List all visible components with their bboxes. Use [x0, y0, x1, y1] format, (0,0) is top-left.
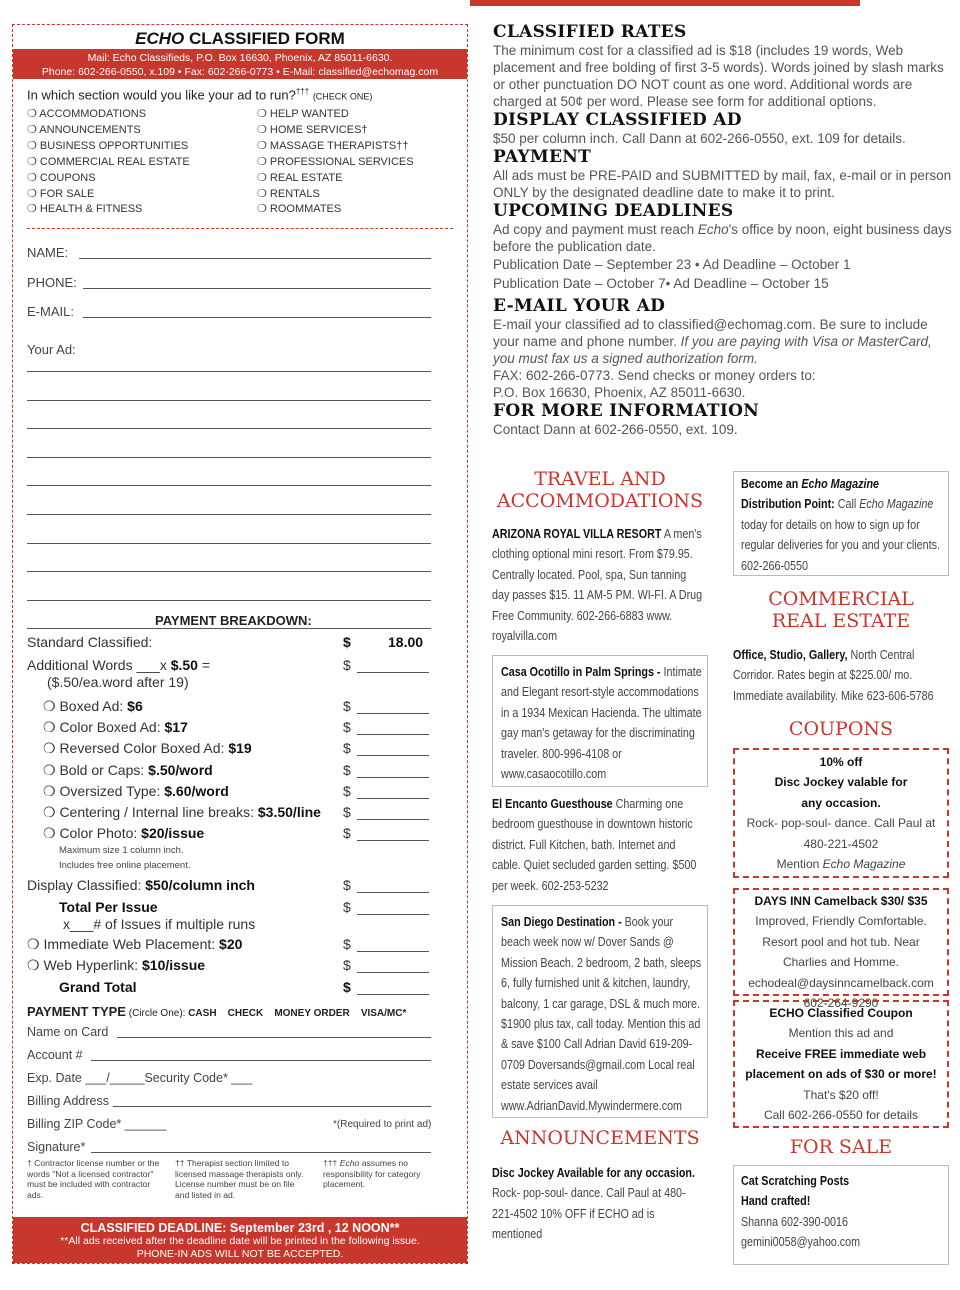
- dollar-sign: $: [343, 957, 351, 973]
- account-field[interactable]: [91, 1060, 431, 1061]
- name-label: NAME:: [27, 245, 69, 260]
- footnote-contractor: † Contractor license number or the words "Not a licensed contractor" must be included with contractor ads.: [27, 1158, 160, 1200]
- phone-in-note: PHONE-IN ADS WILL NOT BE ACCEPTED.: [136, 1248, 344, 1260]
- fax-text: FAX: 602-266-0773. Send checks or money orders to:: [493, 368, 816, 383]
- deadline-date-2: Publication Date – October 7• Ad Deadline – October 15: [493, 276, 829, 291]
- deadline-note: **All ads received after the deadline date will be printed in the following issue.: [60, 1235, 420, 1247]
- contact-phone: Phone: 602-266-0550, x.109 • Fax: 602-266-0773 • E-Mail: classified@echomag.com: [41, 66, 439, 78]
- deadline-text: CLASSIFIED DEADLINE: September 23rd , 12 NOON**: [80, 1221, 400, 1235]
- section-option[interactable]: ❍ REAL ESTATE: [257, 171, 343, 184]
- section-option[interactable]: ❍ HEALTH & FITNESS: [27, 203, 143, 216]
- form-contact-bar: [13, 49, 467, 79]
- dollar-sign: $: [343, 804, 351, 820]
- amount-field[interactable]: [357, 914, 429, 915]
- email-heading: E-MAIL YOUR AD: [493, 296, 666, 316]
- dollar-sign: $: [343, 740, 351, 757]
- dollar-sign: $: [343, 936, 351, 952]
- signature-field[interactable]: [91, 1152, 431, 1153]
- dollar-sign: $: [343, 657, 351, 673]
- divider: [27, 228, 453, 229]
- ad-option[interactable]: ❍ Centering / Internal line breaks: $3.50/line: [43, 804, 321, 820]
- section-options-right: [257, 107, 414, 218]
- header-band: [470, 0, 860, 6]
- ad-option[interactable]: ❍ Reversed Color Boxed Ad: $19: [43, 740, 252, 757]
- section-option[interactable]: ❍ ACCOMMODATIONS: [27, 108, 147, 120]
- name-on-card-label: Name on Card: [27, 1025, 109, 1039]
- for-sale-heading: FOR SALE: [789, 1136, 893, 1158]
- ad-text-line[interactable]: [27, 571, 431, 572]
- billing-zip[interactable]: Billing ZIP Code* ______: [27, 1117, 167, 1131]
- amount-field[interactable]: [357, 972, 429, 973]
- announcements-heading: ANNOUNCEMENTS: [500, 1127, 700, 1149]
- additional-words: Additional Words ___x $.50 =: [27, 657, 211, 673]
- ad-text-line[interactable]: [27, 600, 431, 601]
- section-option[interactable]: ❍ HOME SERVICES†: [257, 123, 368, 136]
- section-option[interactable]: ❍ MASSAGE THERAPISTS††: [257, 139, 409, 152]
- ad-san-diego: San Diego Destination - Book your beach week now w/ Dover Sands @ Mission Beach. 2 bedroom, 2 bath, sleeps 6, fully furnished unit & kitchen, laundry, balcony, 1 car garage, DSL & much more. $1900 plus tax, call today. Mention this ad & save $100 Call Adrian David 619-209-0709 Doversands@gmail.com Local real estate services avail www.AdrianDavid.Mywindermere.com: [501, 915, 702, 1113]
- amount-field[interactable]: [357, 840, 429, 841]
- ad-text-line[interactable]: [27, 514, 431, 515]
- additional-note: ($.50/ea.word after 19): [47, 674, 189, 690]
- ad-option[interactable]: ❍ Bold or Caps: $.50/word: [43, 761, 213, 778]
- total-per-issue: Total Per Issue: [59, 899, 158, 915]
- coupon-dj-content: 10% off Disc Jockey valable for any occasion. Rock- pop-soul- dance. Call Paul at 480-221-4502 Mention Echo Magazine: [746, 755, 936, 872]
- email-text: E-mail your classified ad to classified@echomag.com. Be sure to include your name and phone number. If you are paying with Visa or MasterCard, you must fax us a signed authorization form.: [493, 317, 932, 366]
- payment-heading: PAYMENT BREAKDOWN:: [155, 613, 312, 628]
- phone-field[interactable]: [83, 288, 431, 289]
- section-question: In which section would you like your ad to run?††† (CHECK ONE): [27, 87, 373, 103]
- dollar-sign: $: [343, 825, 351, 842]
- ad-text-line[interactable]: [27, 457, 431, 458]
- ad-text-line[interactable]: [27, 400, 431, 401]
- dollar-sign: $: [343, 782, 351, 799]
- photo-note-1: Maximum size 1 column inch.: [59, 845, 184, 856]
- billing-address-label: Billing Address: [27, 1094, 109, 1108]
- issues-multiplier: x___# of Issues if multiple runs: [63, 916, 256, 932]
- ad-text-line[interactable]: [27, 485, 431, 486]
- section-option[interactable]: ❍ FOR SALE: [27, 187, 95, 200]
- payment-type: PAYMENT TYPE (Circle One): CASH CHECK MONEY ORDER VISA/MC*: [27, 1004, 407, 1019]
- display-text: $50 per column inch. Call Dann at 602-266-0550, ext. 109 for details.: [493, 131, 906, 146]
- amount-field[interactable]: [357, 672, 429, 673]
- display-classified: Display Classified: $50/column inch: [27, 877, 255, 893]
- section-option[interactable]: ❍ PROFESSIONAL SERVICES: [257, 155, 414, 168]
- dollar-sign: $: [343, 979, 351, 995]
- payment-info-text: All ads must be PRE-PAID and SUBMITTED by mail, fax, e-mail or in person ONLY by the designated deadline date to make it to print.: [493, 168, 952, 200]
- amount-field[interactable]: [357, 798, 429, 799]
- photo-note-2: Includes free online placement.: [59, 860, 191, 871]
- amount-field[interactable]: [357, 892, 429, 893]
- amount-field[interactable]: [357, 777, 429, 778]
- signature-label: Signature*: [27, 1140, 86, 1154]
- more-info-text: Contact Dann at 602-266-0550, ext. 109.: [493, 422, 738, 437]
- email-label: E-MAIL:: [27, 304, 74, 319]
- display-heading: DISPLAY CLASSIFIED AD: [493, 110, 742, 130]
- commercial-heading: COMMERCIAL REAL ESTATE: [768, 588, 914, 632]
- ad-cat-posts: Cat Scratching Posts Hand crafted! Shanna 602-390-0016 gemini0058@yahoo.com: [741, 1174, 861, 1250]
- rates-text: The minimum cost for a classified ad is $18 (includes 19 words, Web placement and free bolding of first 3-5 words). Words joined by slash marks or other punctuation DO NOT count as one word. Additional words are charged at 50¢ per word. Please see form for additional options.: [493, 43, 944, 109]
- grand-total: Grand Total: [59, 979, 137, 995]
- account-label: Account #: [27, 1048, 83, 1062]
- deadlines-text: Ad copy and payment must reach Echo's office by noon, eight business days before the publication date.: [493, 222, 952, 254]
- amount-field[interactable]: [357, 951, 429, 952]
- ad-text-line[interactable]: [27, 543, 431, 544]
- email-field[interactable]: [83, 317, 431, 318]
- dollar-sign: $: [343, 719, 351, 736]
- standard-label: Standard Classified:: [27, 634, 153, 650]
- ad-text-line[interactable]: [27, 371, 431, 372]
- footnote-placement: ††† Echo assumes no responsibility for category placement.: [323, 1158, 421, 1189]
- ad-text-line[interactable]: [27, 428, 431, 429]
- dollar-sign: $: [343, 761, 351, 778]
- section-options-left: [27, 107, 190, 218]
- amount-field[interactable]: [357, 994, 429, 995]
- standard-dollar: $: [343, 634, 351, 650]
- section-option[interactable]: ❍ RENTALS: [257, 187, 320, 200]
- required-note: *(Required to print ad): [333, 1119, 432, 1130]
- ad-el-encanto: El Encanto Guesthouse Charming one bedroom guesthouse in downtown historic district. Full Kitchen, bath. Internet and cable. Quiet secluded garden setting. $500 per week. 602-253-5232: [492, 797, 697, 893]
- contact-mail: Mail: Echo Classifieds, P.O. Box 16630, Phoenix, AZ 85011-6630.: [87, 52, 393, 64]
- classified-form: [12, 24, 468, 1264]
- standard-amount: 18.00: [388, 634, 424, 650]
- coupon-echo-content: ECHO Classified Coupon Mention this ad and Receive FREE immediate web placement on ads of $30 or more! That's $20 off! Call 602-266-0550 for details: [745, 1006, 937, 1123]
- dollar-sign: $: [343, 899, 351, 915]
- travel-heading: TRAVEL AND ACCOMMODATIONS: [496, 468, 704, 512]
- web-placement: ❍ Immediate Web Placement: $20: [27, 936, 243, 952]
- section-option[interactable]: ❍ ROOMMATES: [257, 203, 342, 216]
- amount-field[interactable]: [357, 819, 429, 820]
- section-option[interactable]: ❍ COMMERCIAL REAL ESTATE: [27, 155, 190, 168]
- ad-royal-villa: ARIZONA ROYAL VILLA RESORT A men's clothing optional mini resort. From $79.95. Centrally located. Pool, spa, Sun tanning day passes $15. 11 AM-5 PM. WI-FI. A Drug Free Community. 602-266-6883 www. royalvilla.com: [492, 527, 703, 644]
- section-option[interactable]: ❍ BUSINESS OPPORTUNITIES: [27, 139, 189, 152]
- exp-date-security[interactable]: Exp. Date ___/_____Security Code* ___: [27, 1071, 253, 1085]
- ad-office-studio: Office, Studio, Gallery, North Central Corridor. Rates begin at $225.00/ mo. Immediate availability. Mike 623-606-5786: [733, 648, 934, 703]
- web-hyperlink: ❍ Web Hyperlink: $10/issue: [27, 957, 206, 973]
- deadlines-heading: UPCOMING DEADLINES: [493, 201, 734, 221]
- deadline-bar: [13, 1217, 467, 1263]
- ad-option[interactable]: ❍ Oversized Type: $.60/word: [43, 782, 229, 799]
- amount-field[interactable]: [357, 755, 429, 756]
- section-option[interactable]: ❍ COUPONS: [27, 171, 96, 184]
- section-option[interactable]: ❍ HELP WANTED: [257, 108, 349, 120]
- name-field[interactable]: [79, 258, 431, 259]
- dollar-sign: $: [343, 877, 351, 893]
- billing-address-field[interactable]: [113, 1106, 431, 1107]
- name-on-card-field[interactable]: [117, 1037, 431, 1038]
- ad-option[interactable]: ❍ Color Photo: $20/issue: [43, 825, 205, 842]
- deadline-date-1: Publication Date – September 23 • Ad Deadline – October 1: [493, 257, 851, 272]
- your-ad-label: Your Ad:: [27, 342, 76, 357]
- section-option[interactable]: ❍ ANNOUNCEMENTS: [27, 123, 141, 136]
- coupon-days-inn-content: DAYS INN Camelback $30/ $35 Improved, Friendly Comfortable. Resort pool and hot tub. Near Charlies and Homme. echodeal@daysinncamelback.com 602-264-9290: [748, 894, 934, 1011]
- coupons-heading: COUPONS: [788, 718, 894, 740]
- footnote-therapist: †† Therapist section limited to licensed massage therapists only. License number must be on file and listed in ad.: [175, 1158, 304, 1200]
- mail-address: P.O. Box 16630, Phoenix, AZ 85011-6630.: [493, 385, 746, 400]
- amount-field[interactable]: [357, 734, 429, 735]
- ad-disc-jockey: Disc Jockey Available for any occasion. Rock- pop-soul- dance. Call Paul at 480-221-4502 10% OFF if ECHO ad is mentioned: [492, 1166, 695, 1242]
- phone-label: PHONE:: [27, 275, 77, 290]
- payment-info-heading: PAYMENT: [493, 147, 592, 167]
- more-info-heading: FOR MORE INFORMATION: [493, 401, 760, 421]
- form-title: ECHO CLASSIFIED FORM: [135, 29, 345, 48]
- classified-info: [493, 22, 953, 438]
- ad-text-line[interactable]: [27, 628, 431, 629]
- ad-distribution: Become an Echo Magazine Distribution Point: Call Echo Magazine today for details on how to sign up for regular deliveries for you and your clients. 602-266-0550: [741, 477, 940, 573]
- amount-field[interactable]: [357, 713, 429, 714]
- ad-option[interactable]: ❍ Boxed Ad: $6: [43, 698, 143, 714]
- rates-heading: CLASSIFIED RATES: [493, 22, 687, 42]
- ad-option[interactable]: ❍ Color Boxed Ad: $17: [43, 719, 188, 736]
- dollar-sign: $: [343, 698, 351, 714]
- ad-casa-ocotillo: Casa Ocotillo in Palm Springs - Intimate and Elegant resort-style accommodations in a 1934 Mexican Hacienda. The ultimate gay man's getaway for the discriminating traveler. 800-996-4108 or www.casaocotillo.com: [501, 665, 702, 782]
